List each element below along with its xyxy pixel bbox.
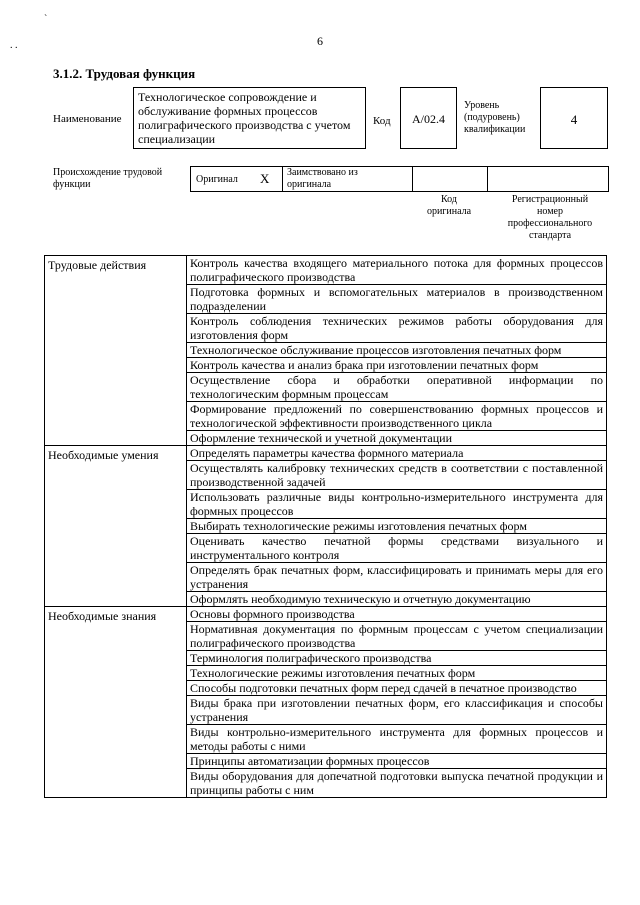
origin-label: Происхождение трудовой функции [53,167,163,190]
list-item: Способы подготовки печатных форм перед сдачей в печатное производство [187,681,607,696]
level-value: 4 [540,87,608,149]
list-item: Осуществлять калибровку технических средств в соответствии с поставленной производственной задачей [187,461,607,490]
origin-table [190,166,609,192]
table-row [45,446,607,461]
code-value: A/02.4 [400,87,457,149]
list-item: Нормативная документация по формным процессам с учетом специализации полиграфического производства [187,622,607,651]
list-item: Виды брака при изготовлении печатных форм, его классификация и способы устранения [187,696,607,725]
list-item: Оформление технической и учетной документации [187,431,607,446]
list-item: Осуществление сбора и обработки оперативной информации по технологическим формным процессам [187,373,607,402]
level-label: Уровень (подуровень) квалификации [464,100,526,135]
section-title-cell: Необходимые умения [45,446,187,607]
list-item: Формирование предложений по совершенствованию формных процессов и технологической эффективности производственного цикла [187,402,607,431]
reg-caption: Регистрационный номер профессионального стандарта [507,194,593,241]
code-label: Код [373,115,391,127]
divider [282,166,283,192]
divider [487,166,488,192]
divider [412,166,413,192]
list-item: Терминология полиграфического производства [187,651,607,666]
list-item: Контроль качества входящего материального потока для формных процессов полиграфического производства [187,256,607,285]
list-item: Определять параметры качества формного материала [187,446,607,461]
list-item: Виды контрольно-измерительного инструмента для формных процессов и методы работы с ними [187,725,607,754]
list-item: Определять брак печатных форм, классифицировать и принимать меры для его устранения [187,563,607,592]
table-row [45,607,607,622]
list-item: Технологическое обслуживание процессов изготовления печатных форм [187,343,607,358]
functions-table [44,255,607,798]
list-item: Использовать различные виды контрольно-измерительного инструмента для формных процессов [187,490,607,519]
page-number: 6 [317,34,323,48]
list-item: Оценивать качество печатной формы средствами визуального и инструментального контроля [187,534,607,563]
code-caption: Код оригинала [426,194,472,217]
section-title: 3.1.2. Трудовая функция [53,66,196,81]
original-mark: X [260,171,270,186]
list-item: Подготовка формных и вспомогательных материалов в производственном подразделении [187,285,607,314]
name-value: Технологическое сопровождение и обслуживание формных процессов полиграфического производства с учетом специализации [133,87,366,149]
name-label: Наименование [53,113,122,125]
original-label: Оригинал [196,174,238,185]
list-item: Принципы автоматизации формных процессов [187,754,607,769]
scan-mark: ` [44,14,48,25]
table-row [45,256,607,285]
list-item: Выбирать технологические режимы изготовления печатных форм [187,519,607,534]
list-item: Технологические режимы изготовления печатных форм [187,666,607,681]
list-item: Основы формного производства [187,607,607,622]
list-item: Контроль соблюдения технических режимов работы оборудования для изготовления форм [187,314,607,343]
list-item: Контроль качества и анализ брака при изготовлении печатных форм [187,358,607,373]
borrowed-label: Заимствовано из оригинала [287,167,358,190]
list-item: Оформлять необходимую техническую и отчетную документацию [187,592,607,607]
section-title-cell: Необходимые знания [45,607,187,798]
list-item: Виды оборудования для допечатной подготовки выпуска печатной продукции и принципы работы с ним [187,769,607,798]
section-title-cell: Трудовые действия [45,256,187,446]
scan-mark: . . [10,40,18,51]
